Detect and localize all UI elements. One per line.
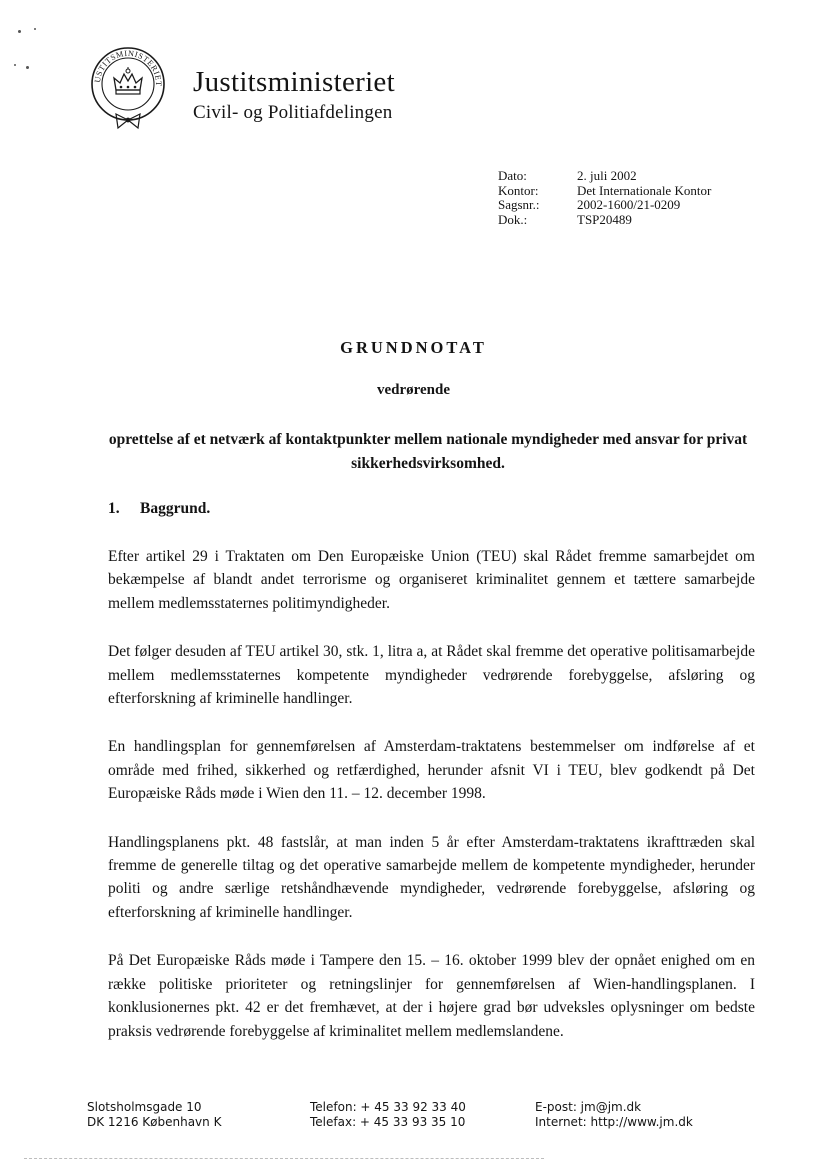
department-name: Civil- og Politiafdelingen <box>193 102 393 123</box>
meta-label: Dok.: <box>498 211 528 227</box>
document-title: GRUNDNOTAT <box>340 338 487 357</box>
ministry-name: Justitsministeriet <box>193 66 395 98</box>
meta-value: Det Internationale Kontor <box>577 182 712 198</box>
bottom-divider <box>24 1158 544 1159</box>
section-title: Baggrund. <box>140 500 211 517</box>
footer-phone <box>310 1100 466 1130</box>
scan-speck <box>34 28 36 30</box>
meta-row-office <box>498 184 711 199</box>
meta-label: Kontor: <box>498 182 539 198</box>
meta-value: 2002-1600/21-0209 <box>577 197 681 212</box>
website-address: Internet: http://www.jm.dk <box>535 1115 693 1129</box>
paragraph: Efter artikel 29 i Traktaten om Den Europæiske Union (TEU) skal Rådet fremme samarbejdet om bekæmpelse af blandt andet terrorisme og organiseret kriminalitet gennem et tættere samarbejde mellem medlemsstaternes politimyndigheder. <box>108 548 755 612</box>
scan-speck <box>14 64 16 66</box>
phone-number: Telefon: + 45 33 92 33 40 <box>310 1100 466 1114</box>
email-address: E-post: jm@jm.dk <box>535 1100 642 1114</box>
fax-number: Telefax: + 45 33 93 35 10 <box>310 1115 466 1129</box>
paragraph: Det følger desuden af TEU artikel 30, stk. 1, litra a, at Rådet skal fremme det operative politisamarbejde mellem medlemsstaternes kompetente myndigheder vedrørende forebyggelse, afsløring og efterforskning af kriminelle handlinger. <box>108 643 755 708</box>
section-heading <box>108 500 210 518</box>
crown-seal-icon <box>86 44 170 132</box>
footer-address <box>87 1100 221 1130</box>
scan-speck <box>18 30 21 33</box>
meta-row-document <box>498 213 711 228</box>
paragraph: En handlingsplan for gennemførelsen af Amsterdam-traktatens bestemmelser om indførelse af et område med frihed, sikkerhed og retfærdighed, herunder afsnit VI i TEU, blev godkendt på Det Europæiske Råds møde i Wien den 11. – 12. december 1998. <box>108 738 755 803</box>
meta-label: Dato: <box>498 168 527 183</box>
meta-label: Sagsnr.: <box>498 197 540 212</box>
meta-value: TSP20489 <box>577 211 632 227</box>
meta-row-date <box>498 169 711 184</box>
document-regarding: vedrørende <box>376 382 451 398</box>
meta-value: 2. juli 2002 <box>577 168 637 183</box>
paragraph: Handlingsplanens pkt. 48 fastslår, at man inden 5 år efter Amsterdam-traktatens ikrafttræden skal fremme de generelle tiltag og det operative samarbejde mellem de kompetente myndigheder, herunder politi og andre særlige retshåndhævende myndigheder, vedrørende forebyggelse, afsløring og efterforskning af kriminelle handlinger. <box>108 833 755 921</box>
address-city: DK 1216 København K <box>87 1115 222 1129</box>
document-meta <box>498 169 711 227</box>
document-body <box>108 545 755 1068</box>
scan-speck <box>26 66 29 69</box>
paragraph: På Det Europæiske Råds møde i Tampere den 15. – 16. oktober 1999 blev der opnået enighed om en række politiske prioriteter og retningslinjer for gennemførelsen af Wien-handlingsplanen. I konklusionernes pkt. 42 er det fremhævet, at der i højere grad bør udveksles oplysninger om bedste praksis vedrørende forebyggelse af kriminalitet mellem medlemslandene. <box>108 952 755 1040</box>
document-subject: oprettelse af et netværk af kontaktpunkter mellem nationale myndigheder med ansvar for privat sikkerhedsvirksomhed. <box>108 431 748 472</box>
footer-contact <box>535 1100 693 1130</box>
meta-row-case-number <box>498 198 711 213</box>
address-street: Slotsholmsgade 10 <box>87 1100 202 1114</box>
ministry-seal <box>86 44 170 132</box>
seal-text: USTITSMINISTERIET <box>92 48 164 87</box>
section-number: 1. <box>108 500 120 517</box>
